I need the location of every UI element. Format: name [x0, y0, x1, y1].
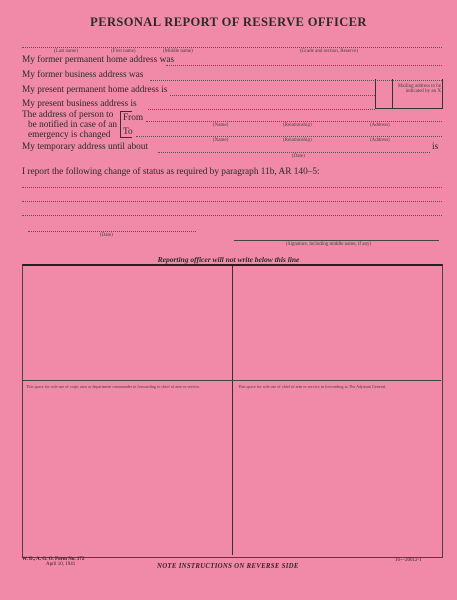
- notify-label: [22, 110, 117, 140]
- mailing-note: Mailing address to be indicated by an X: [397, 84, 441, 94]
- chief-arm-note: This space for sole use of chief of arm or service in forwarding to The Adjutant General.: [238, 384, 387, 389]
- present-home-label: My present permanent home address is: [22, 85, 168, 95]
- print-code: 16—20612-1: [395, 558, 422, 563]
- former-home-field[interactable]: [166, 65, 442, 66]
- from-label: From: [123, 113, 144, 123]
- report-change-text: I report the following change of status as required by paragraph 11b, AR 140–5:: [22, 167, 320, 177]
- temporary-is: is: [432, 142, 439, 152]
- change-line-1[interactable]: [22, 187, 442, 188]
- notify-line-2: be notified in case of an: [28, 120, 118, 130]
- reverse-side-note: NOTE INSTRUCTIONS ON REVERSE SIDE: [157, 563, 299, 570]
- signature-field[interactable]: [234, 240, 439, 241]
- notify-line-3: emergency is changed: [28, 130, 111, 140]
- caption-date-temp: (Date): [292, 154, 305, 159]
- caption-name-from: (Name): [213, 123, 229, 128]
- reporting-notice: Reporting officer will not write below this line: [157, 255, 300, 264]
- caption-address-from: (Address): [370, 123, 390, 128]
- present-home-field[interactable]: [170, 95, 375, 96]
- change-line-2[interactable]: [22, 201, 442, 202]
- caption-signature: (Signature, including middle name, if any): [286, 242, 372, 247]
- corps-area-note: This space for sole use of corps area or department commander in forwarding to chief of arm or service.: [26, 384, 201, 389]
- caption-middle-name: (Middle name): [163, 49, 193, 54]
- to-field[interactable]: [136, 136, 442, 137]
- mailing-x-column[interactable]: [392, 79, 393, 108]
- former-home-label: My former permanent home address was: [22, 55, 175, 65]
- change-line-3[interactable]: [22, 215, 442, 216]
- caption-name-to: (Name): [213, 138, 229, 143]
- office-use-midline: [23, 380, 441, 381]
- caption-last-name: (Last name): [54, 49, 79, 54]
- present-business-field[interactable]: [148, 109, 375, 110]
- office-use-divider: [232, 266, 233, 555]
- notify-line-1: The address of person to: [22, 110, 114, 120]
- temporary-label: My temporary address until about: [22, 142, 148, 152]
- former-business-label: My former business address was: [22, 70, 144, 80]
- temporary-field[interactable]: [158, 152, 430, 153]
- caption-address-to: (Address): [370, 138, 390, 143]
- caption-grade-section: (Grade and section, Reserve): [300, 49, 359, 54]
- from-field[interactable]: [146, 121, 442, 122]
- caption-date-sig: (Date): [100, 233, 113, 238]
- caption-relationship-to: (Relationship): [283, 138, 312, 143]
- caption-first-name: (First name): [111, 49, 136, 54]
- form-number: W. D., A. G. O. Form No. 172: [22, 557, 85, 562]
- present-business-label: My present business address is: [22, 99, 137, 109]
- to-label: To: [123, 127, 133, 137]
- date-field[interactable]: [28, 231, 196, 232]
- divider: [22, 47, 442, 48]
- form-title: PERSONAL REPORT OF RESERVE OFFICER: [90, 15, 367, 29]
- form-date: April 10, 1941: [46, 562, 76, 567]
- caption-relationship-from: (Relationship): [283, 123, 312, 128]
